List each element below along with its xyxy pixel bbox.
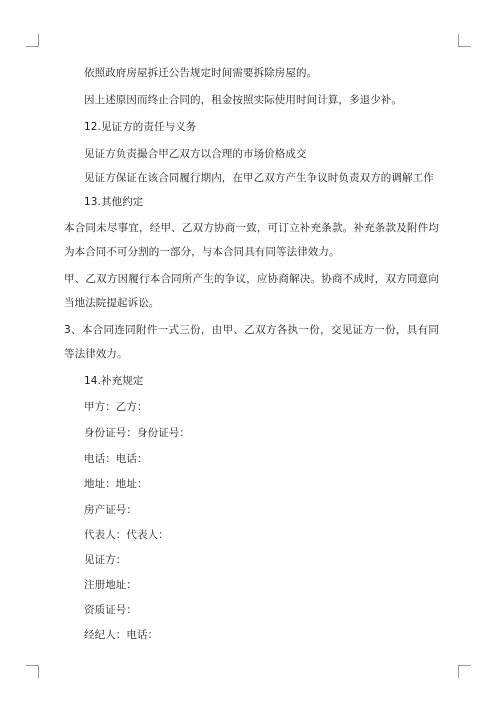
paragraph-dispute-line2: 当地法院提起诉讼。 bbox=[64, 297, 160, 309]
field-id-numbers: 身份证号：身份证号： bbox=[84, 427, 190, 439]
field-property-certificate: 房产证号： bbox=[84, 504, 137, 516]
paragraph-dispute-line1: 甲、乙双方因履行本合同所产生的争议，应协商解决。协商不成时，双方同意向 bbox=[64, 273, 439, 285]
field-qualification-number: 资质证号： bbox=[84, 604, 137, 616]
section-heading-14: 14.补充规定 bbox=[84, 375, 144, 387]
paragraph-supplementary-line1: 本合同未尽事宜，经甲、乙双方协商一致，可订立补充条款。补充条款及附件均 bbox=[64, 222, 439, 234]
paragraph-demolition: 依照政府房屋拆迁公告规定时间需要拆除房屋的。 bbox=[84, 67, 318, 79]
paragraph-supplementary-line2: 为本合同不可分割的一部分，与本合同具有同等法律效力。 bbox=[64, 246, 340, 258]
section-heading-13: 13.其他约定 bbox=[84, 196, 144, 208]
paragraph-witness-mediation: 见证方保证在该合同履行期内，在甲乙双方产生争议时负责双方的调解工作 bbox=[84, 172, 434, 184]
paragraph-copies-line2: 等法律效力。 bbox=[64, 348, 128, 360]
paragraph-rent-settlement: 因上述原因而终止合同的，租金按照实际使用时间计算，多退少补。 bbox=[84, 94, 402, 106]
section-heading-12: 12.见证方的责任与义务 bbox=[84, 121, 197, 133]
field-witness: 见证方： bbox=[84, 554, 127, 566]
paragraph-copies-line1: 3、本合同连同附件一式三份，由甲、乙双方各执一份，交见证方一份，具有同 bbox=[64, 324, 439, 336]
field-registered-address: 注册地址： bbox=[84, 579, 137, 591]
field-phones: 电话：电话： bbox=[84, 453, 148, 465]
field-representatives: 代表人：代表人： bbox=[84, 529, 169, 541]
paragraph-witness-matching: 见证方负责撮合甲乙双方以合理的市场价格成交 bbox=[84, 148, 307, 160]
field-party-a-b: 甲方：乙方： bbox=[84, 401, 148, 413]
field-agent-phone: 经纪人：电话： bbox=[84, 629, 159, 641]
field-addresses: 地址：地址： bbox=[84, 478, 148, 490]
